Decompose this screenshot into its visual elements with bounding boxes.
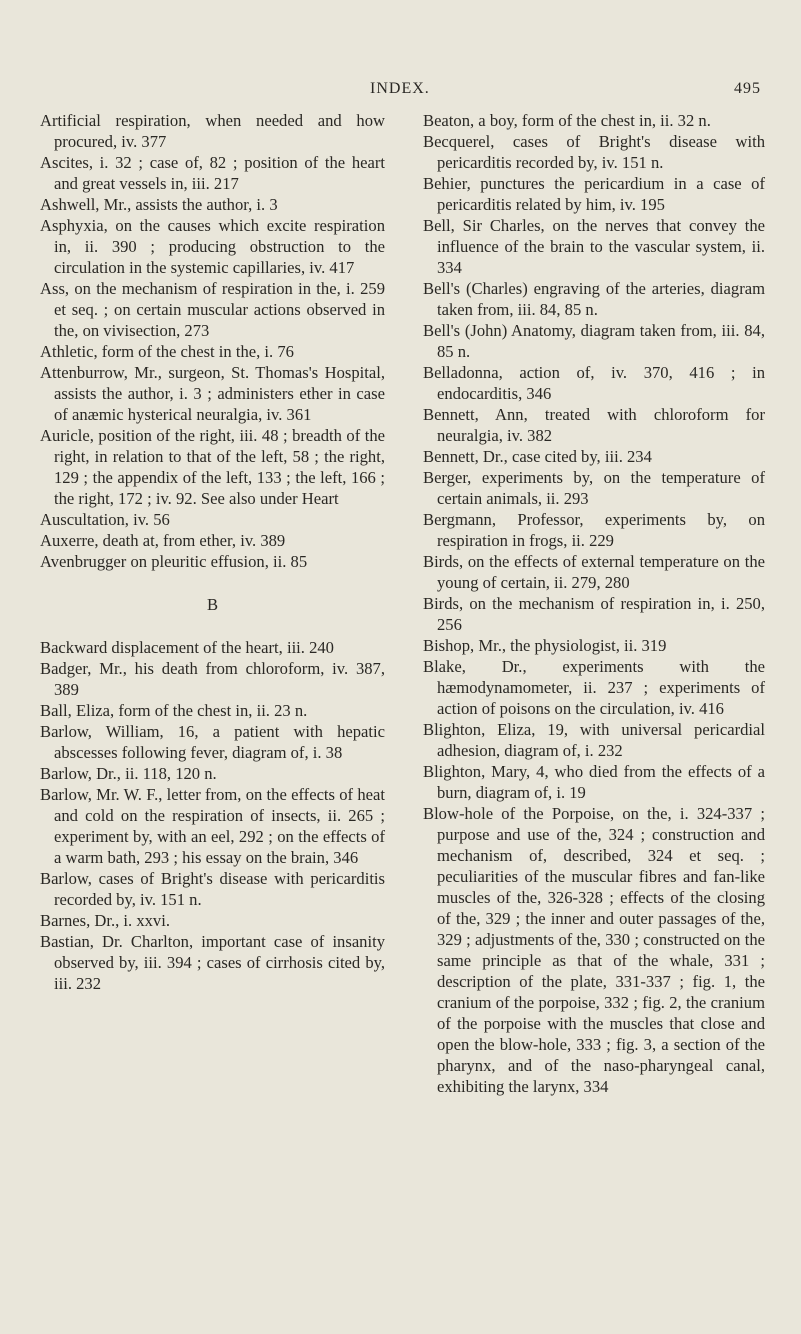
- index-entry: Bastian, Dr. Charlton, important case of insanity observed by, iii. 394 ; cases of cirrhosis cited by, iii. 232: [40, 932, 385, 993]
- index-entry: Barnes, Dr., i. xxvi.: [40, 911, 170, 930]
- index-entry: Birds, on the effects of external temperature on the young of certain, ii. 279, 280: [423, 552, 765, 592]
- index-entry: Bell's (Charles) engraving of the arteries, diagram taken from, iii. 84, 85 n.: [423, 279, 765, 319]
- index-entry: Blighton, Eliza, 19, with universal pericardial adhesion, diagram of, i. 232: [423, 720, 765, 760]
- index-entry: Becquerel, cases of Bright's disease with pericarditis recorded by, iv. 151 n.: [423, 132, 765, 172]
- index-entry: Asphyxia, on the causes which excite respiration in, ii. 390 ; producing obstruction to the circulation in the systemic capillaries, iv. 417: [40, 216, 385, 277]
- index-entry: Ball, Eliza, form of the chest in, ii. 23 n.: [40, 701, 308, 720]
- index-entry: Blow-hole of the Porpoise, on the, i. 324-337 ; purpose and use of the, 324 ; construction and mechanism of, described, 324 et seq. ; peculiarities of the muscular fibres and fan-like muscles of the, 326-328 ; effects of the closing of the, 329 ; the inner and outer passages of the, 329 ; adjustments of the, 330 ; constructed on the same principle as that of the whale, 331 ; description of the plate, 331-337 ; fig. 1, the cranium of the porpoise, 332 ; fig. 2, the cranium of the porpoise with the muscles that close and open the blow-hole, 333 ; fig. 3, a section of the pharynx, and of the naso-pharyngeal canal, exhibiting the larynx, 334: [423, 804, 765, 1096]
- index-entry: Barlow, Mr. W. F., letter from, on the effects of heat and cold on the respiration of insects, ii. 265 ; experiment by, with an eel, 292 ; on the effects of a warm bath, 293 ; his essay on the brain, 346: [40, 785, 385, 867]
- index-entry: Blake, Dr., experiments with the hæmodynamometer, ii. 237 ; experiments of action of poisons on the circulation, iv. 416: [423, 657, 765, 718]
- index-entry: Bishop, Mr., the physiologist, ii. 319: [423, 636, 667, 655]
- index-entry: Belladonna, action of, iv. 370, 416 ; in endocarditis, 346: [423, 363, 765, 403]
- index-entry: Bell's (John) Anatomy, diagram taken from, iii. 84, 85 n.: [423, 321, 765, 361]
- index-entry: Bell, Sir Charles, on the nerves that convey the influence of the brain to the vascular system, ii. 334: [423, 216, 765, 277]
- index-entry: Blighton, Mary, 4, who died from the effects of a burn, diagram of, i. 19: [423, 762, 765, 802]
- index-entry: Ascites, i. 32 ; case of, 82 ; position of the heart and great vessels in, iii. 217: [40, 153, 385, 193]
- index-entry: Attenburrow, Mr., surgeon, St. Thomas's Hospital, assists the author, i. 3 ; administers ether in case of anæmic hysterical neuralgia, iv. 361: [40, 363, 385, 424]
- page-title: INDEX.: [370, 80, 430, 97]
- index-entry: Backward displacement of the heart, iii. 240: [40, 638, 334, 657]
- index-entry: Athletic, form of the chest in the, i. 76: [40, 342, 294, 361]
- index-entry: Avenbrugger on pleuritic effusion, ii. 85: [40, 552, 308, 571]
- index-entry: Bergmann, Professor, experiments by, on respiration in frogs, ii. 229: [423, 510, 765, 550]
- index-entry: Bennett, Dr., case cited by, iii. 234: [423, 447, 652, 466]
- running-header: [0, 80, 801, 104]
- index-entry: Barlow, Dr., ii. 118, 120 n.: [40, 764, 217, 783]
- page-number: 495: [734, 80, 761, 97]
- index-entry: Behier, punctures the pericardium in a case of pericarditis related by him, iv. 195: [423, 174, 765, 214]
- index-entry: Auscultation, iv. 56: [40, 510, 170, 529]
- index-entry: Ashwell, Mr., assists the author, i. 3: [40, 195, 278, 214]
- index-entry: Ass, on the mechanism of respiration in the, i. 259 et seq. ; on certain muscular actions observed in the, on vivisection, 273: [40, 279, 385, 340]
- index-entry: Badger, Mr., his death from chloroform, iv. 387, 389: [40, 659, 385, 699]
- index-entry: Barlow, cases of Bright's disease with pericarditis recorded by, iv. 151 n.: [40, 869, 385, 909]
- index-entry: Berger, experiments by, on the temperature of certain animals, ii. 293: [423, 468, 765, 508]
- right-column: [423, 110, 765, 1097]
- index-entry: Bennett, Ann, treated with chloroform for neuralgia, iv. 382: [423, 405, 765, 445]
- index-entry: Auricle, position of the right, iii. 48 ; breadth of the right, in relation to that of the left, 58 ; the right, 129 ; the appendix of the left, 133 ; the left, 166 ; the right, 172 ; iv. 92. See also under Heart: [40, 426, 385, 508]
- index-entry: Auxerre, death at, from ether, iv. 389: [40, 531, 286, 550]
- index-entry: Barlow, William, 16, a patient with hepatic abscesses following fever, diagram of, i. 38: [40, 722, 385, 762]
- index-entry: Artificial respiration, when needed and how procured, iv. 377: [40, 111, 385, 151]
- index-entry: Beaton, a boy, form of the chest in, ii. 32 n.: [423, 111, 711, 130]
- section-letter: B: [206, 595, 219, 614]
- index-entry: Birds, on the mechanism of respiration in, i. 250, 256: [423, 594, 765, 634]
- left-column: [40, 110, 385, 994]
